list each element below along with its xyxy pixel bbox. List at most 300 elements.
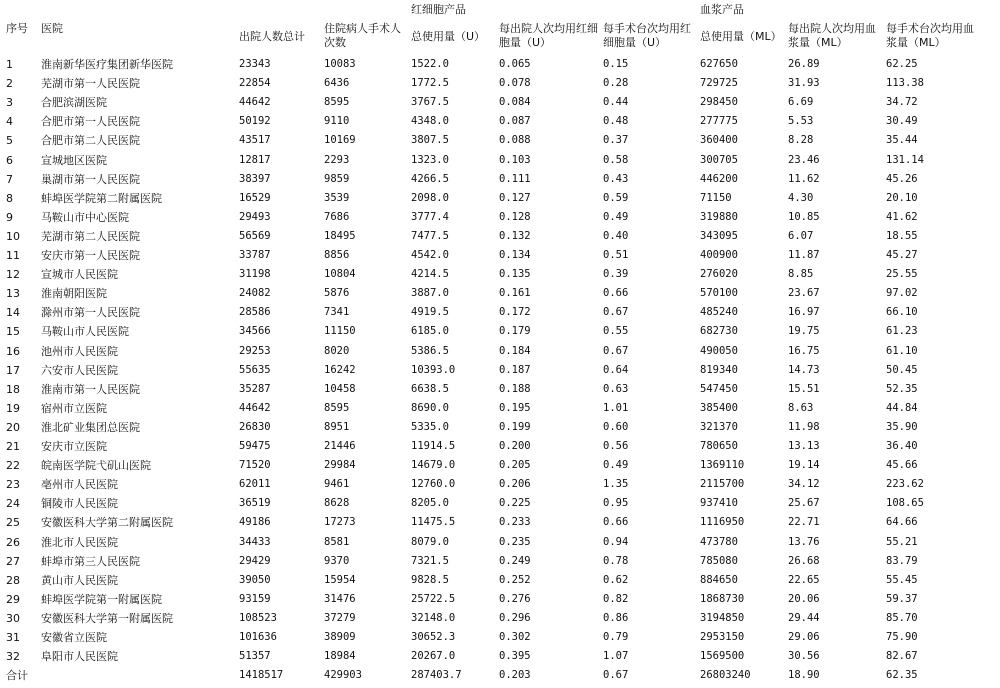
cell-rbc-ps: 0.49 [603, 210, 629, 223]
cell-discharged: 39050 [239, 573, 271, 586]
cell-discharged: 24082 [239, 287, 271, 300]
cell-hospital: 宣城地区医院 [41, 153, 107, 167]
cell-plasma-total: 400900 [700, 249, 738, 261]
cell-discharged: 35287 [239, 382, 271, 395]
cell-plasma-ps: 35.90 [886, 420, 918, 433]
cell-plasma-total: 319880 [700, 210, 738, 223]
cell-hospital: 合肥市第一人民医院 [41, 115, 140, 129]
cell-plasma-ps: 75.90 [886, 631, 918, 643]
cell-plasma-pd: 31.93 [788, 77, 820, 90]
cell-surgery: 11150 [324, 325, 356, 338]
col-header-plasma-total: 总使用量（ML） [700, 30, 782, 43]
cell-plasma-total: 2953150 [700, 631, 745, 643]
cell-plasma-ps: 83.79 [886, 554, 918, 567]
cell-rbc-ps: 0.28 [603, 77, 629, 90]
cell-rbc-ps: 0.86 [603, 611, 629, 624]
cell-rbc-ps: 0.51 [603, 249, 629, 261]
cell-surgery: 9461 [324, 478, 350, 491]
cell-rbc-total: 30652.3 [411, 631, 456, 643]
cell-rbc-pd: 0.252 [499, 573, 531, 586]
cell-plasma-pd: 10.85 [788, 210, 820, 223]
cell-hospital: 皖南医学院弋矶山医院 [41, 459, 151, 473]
cell-rbc-ps: 0.43 [603, 172, 629, 185]
cell-rbc-ps: 0.66 [603, 516, 629, 529]
cell-hospital: 黄山市人民医院 [41, 573, 118, 587]
cell-hospital: 宣城市人民医院 [41, 268, 118, 282]
cell-hospital: 合肥滨湖医院 [41, 96, 107, 110]
cell-rbc-pd: 0.065 [499, 58, 531, 70]
cell-surgery: 10804 [324, 268, 356, 281]
cell-rbc-total: 8079.0 [411, 535, 449, 548]
cell-rbc-ps: 0.78 [603, 554, 629, 567]
cell-plasma-total: 2115700 [700, 478, 745, 491]
cell-no: 18 [6, 382, 20, 396]
cell-rbc-ps: 0.48 [603, 115, 629, 128]
cell-surgery: 7686 [324, 210, 350, 223]
cell-rbc-ps: 0.58 [603, 153, 629, 166]
cell-plasma-ps: 45.27 [886, 249, 918, 261]
cell-plasma-ps: 45.66 [886, 459, 918, 472]
cell-plasma-ps: 52.35 [886, 382, 918, 395]
cell-hospital: 阜阳市人民医院 [41, 650, 118, 664]
cell-plasma-pd: 13.13 [788, 440, 820, 452]
cell-no: 22 [6, 459, 20, 473]
cell-plasma-total: 819340 [700, 363, 738, 376]
cell-no: 30 [6, 611, 20, 625]
cell-rbc-pd: 0.225 [499, 497, 531, 510]
cell-plasma-pd: 18.90 [788, 669, 820, 682]
cell-surgery: 7341 [324, 306, 350, 319]
cell-hospital: 马鞍山市人民医院 [41, 325, 129, 339]
cell-surgery: 8856 [324, 249, 350, 261]
cell-surgery: 8951 [324, 420, 350, 433]
cell-plasma-total: 780650 [700, 440, 738, 452]
cell-no: 13 [6, 287, 20, 301]
cell-rbc-pd: 0.395 [499, 650, 531, 663]
cell-no: 合计 [6, 669, 28, 683]
cell-plasma-total: 682730 [700, 325, 738, 338]
cell-discharged: 50192 [239, 115, 271, 128]
cell-rbc-total: 12760.0 [411, 478, 456, 491]
cell-plasma-pd: 22.65 [788, 573, 820, 586]
cell-rbc-ps: 0.94 [603, 535, 629, 548]
cell-plasma-pd: 8.63 [788, 401, 814, 414]
cell-rbc-total: 4214.5 [411, 268, 449, 281]
cell-hospital: 芜湖市第二人民医院 [41, 229, 140, 243]
cell-hospital: 蚌埠医学院第二附属医院 [41, 191, 162, 205]
cell-hospital: 合肥市第二人民医院 [41, 134, 140, 148]
cell-rbc-total: 4919.5 [411, 306, 449, 319]
cell-no: 17 [6, 363, 20, 377]
cell-rbc-total: 20267.0 [411, 650, 456, 663]
cell-hospital: 淮南新华医疗集团新华医院 [41, 58, 173, 71]
cell-rbc-pd: 0.205 [499, 459, 531, 472]
cell-rbc-total: 4266.5 [411, 172, 449, 185]
cell-no: 10 [6, 229, 20, 243]
cell-discharged: 51357 [239, 650, 271, 663]
cell-surgery: 18495 [324, 229, 356, 242]
cell-no: 20 [6, 420, 20, 434]
cell-surgery: 5876 [324, 287, 350, 300]
cell-plasma-ps: 55.45 [886, 573, 918, 586]
cell-rbc-ps: 0.67 [603, 344, 629, 357]
cell-hospital: 宿州市立医院 [41, 401, 107, 415]
cell-plasma-total: 1868730 [700, 592, 745, 605]
col-header-hospital: 医院 [41, 22, 63, 35]
cell-plasma-pd: 16.97 [788, 306, 820, 319]
cell-plasma-pd: 34.12 [788, 478, 820, 491]
cell-surgery: 8595 [324, 96, 350, 109]
cell-plasma-pd: 5.53 [788, 115, 814, 128]
cell-rbc-pd: 0.276 [499, 592, 531, 605]
cell-hospital: 铜陵市人民医院 [41, 497, 118, 511]
cell-plasma-total: 446200 [700, 172, 738, 185]
cell-plasma-total: 321370 [700, 420, 738, 433]
cell-no: 27 [6, 554, 20, 568]
cell-plasma-total: 3194850 [700, 611, 745, 624]
cell-rbc-total: 14679.0 [411, 459, 456, 472]
cell-plasma-pd: 11.87 [788, 249, 820, 261]
cell-plasma-total: 1116950 [700, 516, 745, 529]
cell-rbc-ps: 0.62 [603, 573, 629, 586]
cell-plasma-pd: 4.30 [788, 191, 814, 204]
cell-plasma-pd: 23.46 [788, 153, 820, 166]
cell-rbc-total: 8205.0 [411, 497, 449, 510]
cell-no: 5 [6, 134, 13, 148]
cell-rbc-pd: 0.184 [499, 344, 531, 357]
cell-plasma-pd: 11.98 [788, 420, 820, 433]
cell-plasma-pd: 19.75 [788, 325, 820, 338]
cell-plasma-pd: 6.07 [788, 229, 814, 242]
cell-hospital: 马鞍山市中心医院 [41, 210, 129, 224]
cell-rbc-ps: 0.95 [603, 497, 629, 510]
cell-hospital: 安徽医科大学第一附属医院 [41, 611, 173, 625]
cell-plasma-pd: 26.68 [788, 554, 820, 567]
cell-rbc-total: 25722.5 [411, 592, 456, 605]
cell-discharged: 108523 [239, 611, 277, 624]
cell-no: 2 [6, 77, 13, 91]
cell-no: 3 [6, 96, 13, 110]
cell-discharged: 59475 [239, 440, 271, 452]
col-header-no: 序号 [6, 22, 28, 35]
cell-rbc-total: 5335.0 [411, 420, 449, 433]
cell-rbc-pd: 0.103 [499, 153, 531, 166]
cell-plasma-total: 277775 [700, 115, 738, 128]
col-header-plasma-per-surgery: 每手术台次均用血浆量（ML） [886, 22, 974, 49]
cell-no: 14 [6, 306, 20, 320]
group-header-plasma: 血浆产品 [700, 3, 744, 16]
cell-discharged: 12817 [239, 153, 271, 166]
cell-plasma-ps: 30.49 [886, 115, 918, 128]
col-header-surgery: 住院病人手术人次数 [324, 22, 401, 49]
cell-rbc-ps: 0.49 [603, 459, 629, 472]
cell-plasma-ps: 66.10 [886, 306, 918, 319]
cell-plasma-ps: 50.45 [886, 363, 918, 376]
cell-rbc-ps: 0.44 [603, 96, 629, 109]
cell-hospital: 淮南朝阳医院 [41, 287, 107, 301]
cell-rbc-pd: 0.087 [499, 115, 531, 128]
cell-plasma-total: 785080 [700, 554, 738, 567]
cell-rbc-ps: 0.15 [603, 58, 629, 70]
cell-no: 21 [6, 440, 20, 453]
cell-plasma-total: 570100 [700, 287, 738, 300]
cell-rbc-pd: 0.128 [499, 210, 531, 223]
cell-rbc-total: 7321.5 [411, 554, 449, 567]
cell-surgery: 2293 [324, 153, 350, 166]
cell-plasma-total: 343095 [700, 229, 738, 242]
cell-surgery: 10458 [324, 382, 356, 395]
cell-discharged: 33787 [239, 249, 271, 261]
cell-plasma-total: 490050 [700, 344, 738, 357]
cell-rbc-ps: 0.56 [603, 440, 629, 452]
cell-surgery: 8628 [324, 497, 350, 510]
cell-rbc-total: 1323.0 [411, 153, 449, 166]
cell-rbc-pd: 0.233 [499, 516, 531, 529]
cell-plasma-ps: 18.55 [886, 229, 918, 242]
cell-discharged: 71520 [239, 459, 271, 472]
cell-rbc-pd: 0.132 [499, 229, 531, 242]
cell-rbc-ps: 1.01 [603, 401, 629, 414]
cell-plasma-total: 1369110 [700, 459, 745, 472]
cell-hospital: 安庆市第一人民医院 [41, 249, 140, 262]
cell-discharged: 34566 [239, 325, 271, 338]
cell-rbc-ps: 0.37 [603, 134, 629, 147]
cell-discharged: 1418517 [239, 669, 284, 682]
cell-discharged: 44642 [239, 96, 271, 109]
cell-plasma-pd: 8.85 [788, 268, 814, 281]
cell-rbc-ps: 1.35 [603, 478, 629, 491]
cell-discharged: 16529 [239, 191, 271, 204]
col-header-rbc-total: 总使用量（U） [411, 30, 486, 43]
cell-plasma-pd: 20.06 [788, 592, 820, 605]
cell-plasma-pd: 30.56 [788, 650, 820, 663]
cell-plasma-ps: 108.65 [886, 497, 924, 510]
cell-discharged: 38397 [239, 172, 271, 185]
cell-plasma-ps: 20.10 [886, 191, 918, 204]
cell-rbc-ps: 0.59 [603, 191, 629, 204]
col-header-rbc-per-discharge: 每出院人次均用红细胞量（U） [499, 22, 598, 49]
cell-plasma-total: 71150 [700, 191, 732, 204]
cell-surgery: 3539 [324, 191, 350, 204]
cell-rbc-ps: 0.64 [603, 363, 629, 376]
cell-rbc-total: 287403.7 [411, 669, 462, 682]
cell-plasma-total: 1569500 [700, 650, 745, 663]
cell-plasma-pd: 16.75 [788, 344, 820, 357]
cell-hospital: 淮北市人民医院 [41, 535, 118, 549]
cell-rbc-pd: 0.188 [499, 382, 531, 395]
cell-plasma-ps: 45.26 [886, 172, 918, 185]
cell-plasma-pd: 26.89 [788, 58, 820, 70]
cell-rbc-total: 6185.0 [411, 325, 449, 338]
cell-rbc-pd: 0.200 [499, 440, 531, 452]
cell-surgery: 6436 [324, 77, 350, 90]
cell-rbc-total: 8690.0 [411, 401, 449, 414]
cell-hospital: 滁州市第一人民医院 [41, 306, 140, 320]
cell-plasma-pd: 19.14 [788, 459, 820, 472]
cell-discharged: 55635 [239, 363, 271, 376]
cell-plasma-ps: 35.44 [886, 134, 918, 147]
cell-plasma-total: 937410 [700, 497, 738, 510]
cell-no: 7 [6, 172, 13, 186]
cell-rbc-pd: 0.135 [499, 268, 531, 281]
cell-plasma-ps: 44.84 [886, 401, 918, 414]
cell-discharged: 62011 [239, 478, 271, 491]
cell-rbc-total: 4348.0 [411, 115, 449, 128]
cell-discharged: 101636 [239, 631, 277, 643]
cell-plasma-pd: 22.71 [788, 516, 820, 529]
cell-surgery: 8581 [324, 535, 350, 548]
cell-discharged: 31198 [239, 268, 271, 281]
cell-surgery: 8020 [324, 344, 350, 357]
cell-rbc-pd: 0.084 [499, 96, 531, 109]
cell-plasma-ps: 82.67 [886, 650, 918, 663]
cell-discharged: 29253 [239, 344, 271, 357]
cell-rbc-ps: 0.66 [603, 287, 629, 300]
cell-hospital: 安庆市立医院 [41, 440, 107, 453]
cell-rbc-pd: 0.203 [499, 669, 531, 682]
cell-hospital: 六安市人民医院 [41, 363, 118, 377]
cell-plasma-ps: 25.55 [886, 268, 918, 281]
col-header-rbc-per-surgery: 每手术台次均用红细胞量（U） [603, 22, 691, 49]
cell-plasma-pd: 14.73 [788, 363, 820, 376]
cell-surgery: 18984 [324, 650, 356, 663]
cell-plasma-total: 729725 [700, 77, 738, 90]
cell-plasma-pd: 11.62 [788, 172, 820, 185]
cell-rbc-total: 10393.0 [411, 363, 456, 376]
cell-plasma-ps: 97.02 [886, 287, 918, 300]
cell-rbc-total: 6638.5 [411, 382, 449, 395]
cell-plasma-ps: 62.35 [886, 669, 918, 682]
cell-discharged: 29493 [239, 210, 271, 223]
cell-plasma-total: 627650 [700, 58, 738, 70]
cell-rbc-total: 3887.0 [411, 287, 449, 300]
cell-plasma-pd: 8.28 [788, 134, 814, 147]
cell-plasma-ps: 41.62 [886, 210, 918, 223]
cell-surgery: 31476 [324, 592, 356, 605]
cell-rbc-total: 2098.0 [411, 191, 449, 204]
cell-rbc-ps: 0.82 [603, 592, 629, 605]
cell-discharged: 56569 [239, 229, 271, 242]
cell-hospital: 池州市人民医院 [41, 344, 118, 358]
cell-discharged: 44642 [239, 401, 271, 414]
cell-surgery: 29984 [324, 459, 356, 472]
cell-plasma-total: 300705 [700, 153, 738, 166]
cell-no: 4 [6, 115, 13, 129]
cell-no: 24 [6, 497, 20, 511]
cell-plasma-ps: 85.70 [886, 611, 918, 624]
cell-surgery: 10169 [324, 134, 356, 147]
cell-plasma-total: 360400 [700, 134, 738, 147]
cell-rbc-total: 5386.5 [411, 344, 449, 357]
cell-rbc-pd: 0.134 [499, 249, 531, 261]
cell-hospital: 芜湖市第一人民医院 [41, 77, 140, 91]
cell-discharged: 23343 [239, 58, 271, 70]
cell-plasma-pd: 29.06 [788, 631, 820, 643]
cell-discharged: 26830 [239, 420, 271, 433]
cell-surgery: 17273 [324, 516, 356, 529]
cell-no: 16 [6, 344, 20, 358]
cell-plasma-total: 884650 [700, 573, 738, 586]
cell-surgery: 21446 [324, 440, 356, 452]
cell-rbc-pd: 0.195 [499, 401, 531, 414]
group-header-rbc: 红细胞产品 [411, 3, 466, 16]
cell-rbc-ps: 0.67 [603, 306, 629, 319]
cell-hospital: 亳州市人民医院 [41, 478, 118, 492]
cell-rbc-total: 11475.5 [411, 516, 456, 529]
cell-rbc-pd: 0.199 [499, 420, 531, 433]
cell-surgery: 9110 [324, 115, 350, 128]
cell-discharged: 28586 [239, 306, 271, 319]
cell-plasma-ps: 36.40 [886, 440, 918, 452]
cell-surgery: 429903 [324, 669, 362, 682]
cell-plasma-ps: 61.10 [886, 344, 918, 357]
cell-surgery: 15954 [324, 573, 356, 586]
cell-rbc-ps: 0.55 [603, 325, 629, 338]
cell-discharged: 29429 [239, 554, 271, 567]
cell-plasma-pd: 23.67 [788, 287, 820, 300]
cell-no: 8 [6, 191, 13, 205]
col-header-discharged: 出院人数总计 [239, 30, 305, 43]
cell-rbc-pd: 0.187 [499, 363, 531, 376]
cell-hospital: 安徽省立医院 [41, 631, 107, 644]
cell-plasma-total: 26803240 [700, 669, 751, 682]
cell-rbc-total: 1522.0 [411, 58, 449, 70]
cell-rbc-total: 9828.5 [411, 573, 449, 586]
cell-plasma-ps: 113.38 [886, 77, 924, 90]
cell-rbc-total: 1772.5 [411, 77, 449, 90]
cell-no: 9 [6, 210, 13, 224]
cell-rbc-pd: 0.078 [499, 77, 531, 90]
cell-rbc-pd: 0.111 [499, 172, 531, 185]
cell-plasma-pd: 13.76 [788, 535, 820, 548]
cell-hospital: 巢湖市第一人民医院 [41, 172, 140, 186]
cell-no: 11 [6, 249, 20, 262]
cell-plasma-ps: 59.37 [886, 592, 918, 605]
cell-discharged: 22854 [239, 77, 271, 90]
cell-surgery: 16242 [324, 363, 356, 376]
cell-rbc-pd: 0.172 [499, 306, 531, 319]
cell-no: 31 [6, 631, 20, 644]
cell-plasma-ps: 62.25 [886, 58, 918, 70]
cell-plasma-ps: 55.21 [886, 535, 918, 548]
cell-plasma-pd: 15.51 [788, 382, 820, 395]
cell-rbc-pd: 0.296 [499, 611, 531, 624]
cell-surgery: 38909 [324, 631, 356, 643]
cell-discharged: 34433 [239, 535, 271, 548]
cell-no: 29 [6, 592, 20, 606]
cell-discharged: 93159 [239, 592, 271, 605]
cell-plasma-ps: 61.23 [886, 325, 918, 338]
cell-rbc-total: 3807.5 [411, 134, 449, 147]
cell-rbc-ps: 0.39 [603, 268, 629, 281]
cell-no: 12 [6, 268, 20, 282]
cell-rbc-pd: 0.206 [499, 478, 531, 491]
cell-rbc-total: 32148.0 [411, 611, 456, 624]
cell-no: 32 [6, 650, 20, 664]
cell-no: 15 [6, 325, 20, 339]
cell-no: 6 [6, 153, 13, 167]
cell-hospital: 安徽医科大学第二附属医院 [41, 516, 173, 530]
cell-rbc-pd: 0.088 [499, 134, 531, 147]
cell-plasma-pd: 25.67 [788, 497, 820, 510]
cell-no: 1 [6, 58, 13, 71]
cell-rbc-pd: 0.235 [499, 535, 531, 548]
cell-discharged: 49186 [239, 516, 271, 529]
cell-rbc-ps: 0.40 [603, 229, 629, 242]
cell-rbc-ps: 0.63 [603, 382, 629, 395]
cell-rbc-ps: 0.60 [603, 420, 629, 433]
cell-rbc-ps: 1.07 [603, 650, 629, 663]
